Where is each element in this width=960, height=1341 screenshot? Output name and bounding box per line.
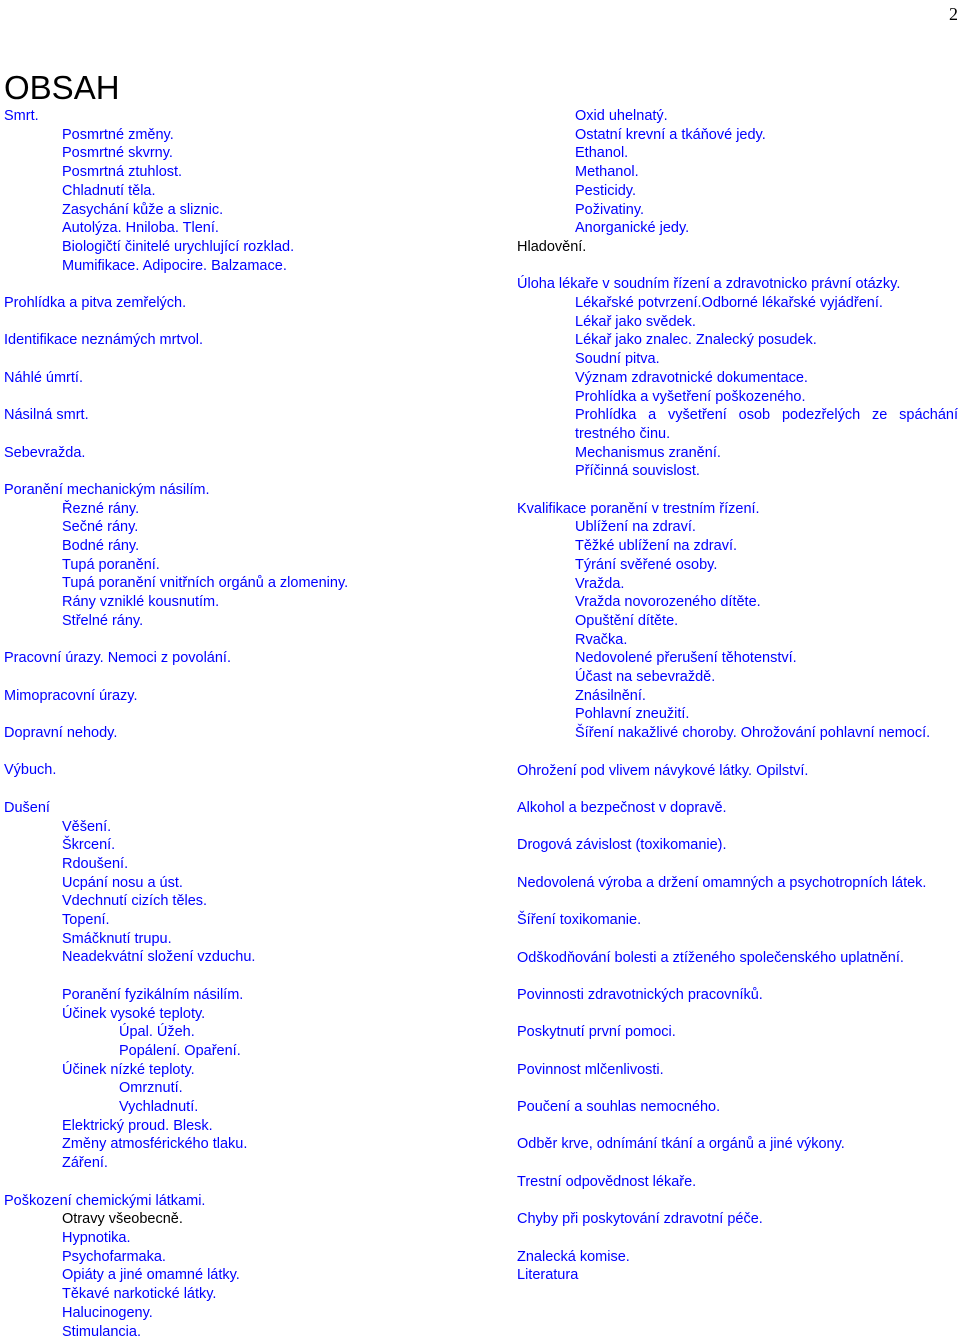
toc-entry[interactable]: Šíření nakažlivé choroby. Ohrožování pohlavní nemocí. [517, 724, 958, 743]
toc-entry[interactable]: Pohlavní zneužití. [517, 705, 958, 724]
toc-entry[interactable]: Posmrtná ztuhlost. [4, 163, 424, 182]
toc-entry[interactable]: Elektrický proud. Blesk. [4, 1117, 424, 1136]
toc-entry[interactable]: Vychladnutí. [4, 1098, 424, 1117]
toc-entry[interactable]: Pracovní úrazy. Nemoci z povolání. [4, 649, 424, 668]
toc-entry[interactable]: Účast na sebevraždě. [517, 668, 958, 687]
toc-entry[interactable]: Škrcení. [4, 836, 424, 855]
toc-entry[interactable]: Povinnost mlčenlivosti. [517, 1061, 958, 1080]
toc-entry[interactable]: Sebevražda. [4, 444, 424, 463]
toc-entry[interactable]: Rdoušení. [4, 855, 424, 874]
toc-entry[interactable]: Posmrtné změny. [4, 126, 424, 145]
toc-entry[interactable]: Neadekvátní složení vzduchu. [4, 948, 424, 967]
toc-entry[interactable]: Šíření toxikomanie. [517, 911, 958, 930]
toc-entry[interactable]: Účinek vysoké teploty. [4, 1005, 424, 1024]
toc-entry[interactable]: Prohlídka a vyšetření osob podezřelých ze spáchání trestného činu. [517, 406, 958, 443]
toc-entry[interactable]: Methanol. [517, 163, 958, 182]
toc-entry[interactable]: Literatura [517, 1266, 958, 1285]
toc-entry[interactable]: Otravy všeobecně. [4, 1210, 424, 1229]
toc-entry[interactable]: Psychofarmaka. [4, 1248, 424, 1267]
toc-entry[interactable]: Řezné rány. [4, 500, 424, 519]
toc-entry[interactable]: Mumifikace. Adipocire. Balzamace. [4, 257, 424, 276]
toc-entry[interactable]: Prohlídka a pitva zemřelých. [4, 294, 424, 313]
toc-entry[interactable]: Vražda novorozeného dítěte. [517, 593, 958, 612]
toc-entry[interactable]: Příčinná souvislost. [517, 462, 958, 481]
toc-entry[interactable]: Vražda. [517, 575, 958, 594]
toc-entry[interactable]: Hladovění. [517, 238, 958, 257]
toc-entry[interactable]: Autolýza. Hniloba. Tlení. [4, 219, 424, 238]
page-number: 2 [949, 4, 958, 25]
toc-entry[interactable]: Ohrožení pod vlivem návykové látky. Opilství. [517, 762, 958, 781]
toc-entry[interactable]: Opiáty a jiné omamné látky. [4, 1266, 424, 1285]
toc-entry[interactable]: Poškození chemickými látkami. [4, 1192, 424, 1211]
toc-entry[interactable]: Mechanismus zranění. [517, 444, 958, 463]
toc-entry[interactable]: Mimopracovní úrazy. [4, 687, 424, 706]
toc-entry[interactable]: Povinnosti zdravotnických pracovníků. [517, 986, 958, 1005]
toc-entry[interactable]: Topení. [4, 911, 424, 930]
toc-entry[interactable]: Výbuch. [4, 761, 424, 780]
toc-entry[interactable]: Poživatiny. [517, 201, 958, 220]
toc-entry[interactable]: Pesticidy. [517, 182, 958, 201]
toc-entry[interactable]: Věšení. [4, 818, 424, 837]
toc-entry[interactable]: Biologičtí činitelé urychlující rozklad. [4, 238, 424, 257]
toc-right-column [517, 107, 958, 1285]
toc-entry[interactable]: Rány vzniklé kousnutím. [4, 593, 424, 612]
toc-entry[interactable]: Soudní pitva. [517, 350, 958, 369]
toc-entry[interactable]: Těkavé narkotické látky. [4, 1285, 424, 1304]
toc-entry[interactable]: Oxid uhelnatý. [517, 107, 958, 126]
toc-entry[interactable]: Lékař jako svědek. [517, 313, 958, 332]
toc-left-column [4, 107, 424, 1341]
toc-entry[interactable]: Těžké ublížení na zdraví. [517, 537, 958, 556]
toc-entry[interactable]: Smáčknutí trupu. [4, 930, 424, 949]
toc-entry[interactable]: Lékařské potvrzení.Odborné lékařské vyjádření. [517, 294, 958, 313]
toc-entry[interactable]: Anorganické jedy. [517, 219, 958, 238]
toc-entry[interactable]: Tupá poranění vnitřních orgánů a zlomeniny. [4, 574, 424, 593]
toc-entry[interactable]: Tupá poranění. [4, 556, 424, 575]
toc-entry[interactable]: Znásilnění. [517, 687, 958, 706]
toc-entry[interactable]: Popálení. Opaření. [4, 1042, 424, 1061]
toc-entry[interactable]: Trestní odpovědnost lékaře. [517, 1173, 958, 1192]
toc-entry[interactable]: Odběr krve, odnímání tkání a orgánů a jiné výkony. [517, 1135, 958, 1154]
toc-entry[interactable]: Náhlé úmrtí. [4, 369, 424, 388]
toc-entry[interactable]: Vdechnutí cizích těles. [4, 892, 424, 911]
toc-entry[interactable]: Halucinogeny. [4, 1304, 424, 1323]
toc-entry[interactable]: Ublížení na zdraví. [517, 518, 958, 537]
toc-entry[interactable]: Identifikace neznámých mrtvol. [4, 331, 424, 350]
page-title: OBSAH [4, 68, 120, 108]
toc-entry[interactable]: Smrt. [4, 107, 424, 126]
toc-entry[interactable]: Odškodňování bolesti a ztíženého společenského uplatnění. [517, 949, 958, 968]
toc-entry[interactable]: Týrání svěřené osoby. [517, 556, 958, 575]
toc-entry[interactable]: Poranění fyzikálním násilím. [4, 986, 424, 1005]
toc-entry[interactable]: Prohlídka a vyšetření poškozeného. [517, 388, 958, 407]
toc-entry[interactable]: Význam zdravotnické dokumentace. [517, 369, 958, 388]
toc-entry[interactable]: Nedovolená výroba a držení omamných a psychotropních látek. [517, 874, 958, 893]
toc-entry[interactable]: Dopravní nehody. [4, 724, 424, 743]
toc-entry[interactable]: Alkohol a bezpečnost v dopravě. [517, 799, 958, 818]
toc-entry[interactable]: Bodné rány. [4, 537, 424, 556]
toc-entry[interactable]: Zasychání kůže a sliznic. [4, 201, 424, 220]
toc-entry[interactable]: Poučení a souhlas nemocného. [517, 1098, 958, 1117]
toc-entry[interactable]: Sečné rány. [4, 518, 424, 537]
toc-entry[interactable]: Účinek nízké teploty. [4, 1061, 424, 1080]
toc-entry[interactable]: Nedovolené přerušení těhotenství. [517, 649, 958, 668]
toc-entry[interactable]: Ethanol. [517, 144, 958, 163]
toc-entry[interactable]: Znalecká komise. [517, 1248, 958, 1267]
toc-entry[interactable]: Ostatní krevní a tkáňové jedy. [517, 126, 958, 145]
toc-entry[interactable]: Poskytnutí první pomoci. [517, 1023, 958, 1042]
toc-entry[interactable]: Střelné rány. [4, 612, 424, 631]
toc-entry[interactable]: Rvačka. [517, 631, 958, 650]
toc-entry[interactable]: Dušení [4, 799, 424, 818]
toc-entry[interactable]: Hypnotika. [4, 1229, 424, 1248]
toc-entry[interactable]: Lékař jako znalec. Znalecký posudek. [517, 331, 958, 350]
toc-entry[interactable]: Opuštění dítěte. [517, 612, 958, 631]
toc-entry[interactable]: Drogová závislost (toxikomanie). [517, 836, 958, 855]
toc-entry[interactable]: Ucpání nosu a úst. [4, 874, 424, 893]
toc-entry[interactable]: Násilná smrt. [4, 406, 424, 425]
toc-entry[interactable]: Záření. [4, 1154, 424, 1173]
toc-entry[interactable]: Změny atmosférického tlaku. [4, 1135, 424, 1154]
toc-entry[interactable]: Úpal. Úžeh. [4, 1023, 424, 1042]
toc-entry[interactable]: Chladnutí těla. [4, 182, 424, 201]
toc-entry[interactable]: Chyby při poskytování zdravotní péče. [517, 1210, 958, 1229]
toc-entry[interactable]: Omrznutí. [4, 1079, 424, 1098]
toc-entry[interactable]: Poranění mechanickým násilím. [4, 481, 424, 500]
toc-entry[interactable]: Posmrtné skvrny. [4, 144, 424, 163]
toc-entry[interactable]: Úloha lékaře v soudním řízení a zdravotnicko právní otázky. [517, 275, 958, 294]
toc-entry[interactable]: Kvalifikace poranění v trestním řízení. [517, 500, 958, 519]
toc-entry[interactable]: Stimulancia. [4, 1323, 424, 1341]
